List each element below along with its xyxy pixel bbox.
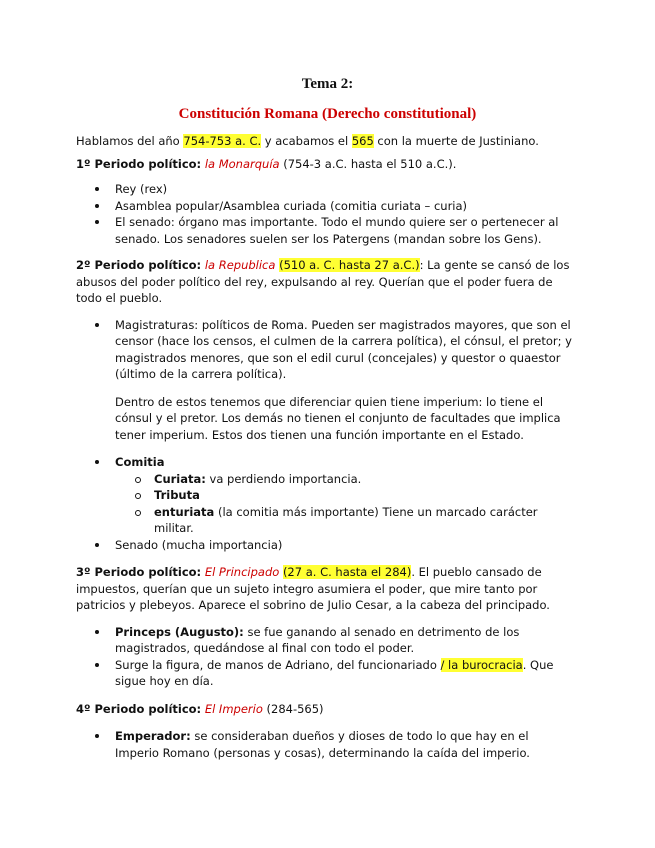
highlight-republica-dates: (510 a. C. hasta 27 a.C.) [279,258,420,272]
list-item: Emperador: se consideraban dueños y dioses de todo lo que hay en el Imperio Romano (personas y cosas), determinando la caída del imperio. [76,728,576,761]
comitia-sublist [115,471,576,537]
list-item: Tributa [115,487,576,504]
list-item: Senado (mucha importancia) [76,537,576,554]
list-item: Surge la figura, de manos de Adriano, del funcionariado / la burocracia. Que sigue hoy en día. [76,657,576,690]
period-4-list [76,728,576,761]
list-item: Rey (rex) [76,181,576,198]
highlight-end-date: 565 [351,134,374,148]
period-2-heading: 2º Periodo político: la Republica (510 a. C. hasta 27 a.C.): La gente se cansó de los abusos del poder político del rey, expulsando al rey. Querían que el poder fuera de todo el pueblo. [76,258,570,305]
list-item: Magistraturas: políticos de Roma. Pueden ser magistrados mayores, que son el censor (hace los censos, el culmen de la carrera política), el cónsul, el pretor; y magistrados menores, que son el edil curul (concejales) y questor o quaestor (último de la carrera política). [76,317,576,383]
page-title: Tema 2: [301,76,354,92]
highlight-burocracia: / la burocracia [440,657,523,672]
page-subtitle: Constitución Romana (Derecho constitutional) [178,106,477,122]
intro-paragraph: Hablamos del año 754-753 a. C. y acabamos el 565 con la muerte de Justiniano. [76,134,539,148]
period-1-heading: 1º Periodo político: la Monarquía (754-3 a.C. hasta el 510 a.C.). [76,156,457,171]
document-body [76,133,576,761]
imperium-paragraph: Dentro de estos tenemos que diferenciar quien tiene imperium: lo tiene el cónsul y el pretor. Los demás no tienen el conjunto de facultades que implica tener imperium. Estos dos tienen una función importante en el Estado. [115,394,561,442]
period-2-list [76,317,576,383]
period-1-list [76,181,576,247]
list-item: Princeps (Augusto): se fue ganando al senado en detrimento de los magistrados, quedándose al final con todo el poder. [76,624,576,657]
comitia-list [76,454,576,553]
list-item: Curiata: va perdiendo importancia. [115,471,576,488]
list-item: El senado: órgano mas importante. Todo el mundo quiere ser o pertenecer al senado. Los senadores suelen ser los Patergens (mandan sobre los Gens). [76,214,576,247]
list-item: enturiata (la comitia más importante) Tiene un marcado carácter militar. [115,504,576,537]
period-3-heading: 3º Periodo político: El Principado (27 a. C. hasta el 284). El pueblo cansado de impuestos, querían que un sujeto integro asumiera el poder, que mire tanto por patricios y plebeyos. Aparece el sobrino de Julio Cesar, a la cabeza del principado. [76,565,550,612]
highlight-start-date: 754-753 a. C. [183,134,262,148]
list-item: Comitia Curiata: va perdiendo importancia. Tributa enturiata (la comitia más importante) Tiene un marcado carácter militar. [76,454,576,537]
highlight-principado-dates: (27 a. C. hasta el 284) [282,565,412,579]
period-3-list [76,624,576,690]
list-item: Asamblea popular/Asamblea curiada (comitia curiata – curia) [76,198,576,215]
period-4-heading: 4º Periodo político: El Imperio (284-565) [76,701,324,716]
